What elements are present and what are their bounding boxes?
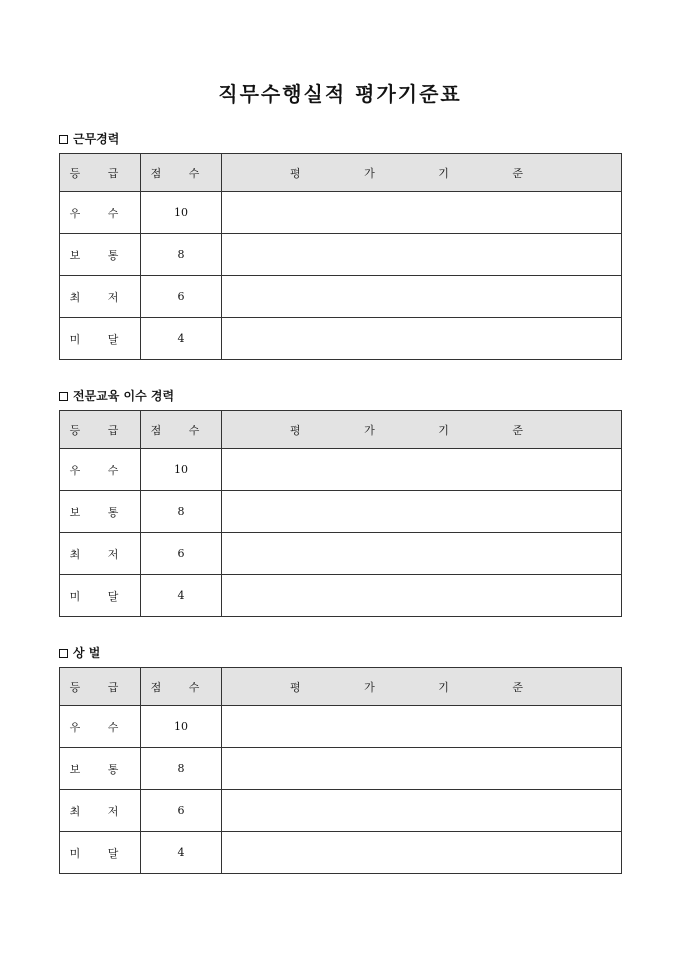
- grade-cell: 최 저: [60, 790, 141, 832]
- table-row: [60, 491, 622, 533]
- table-row: [60, 533, 622, 575]
- table-header-row: [60, 668, 622, 706]
- score-cell: 8: [141, 491, 222, 533]
- grade-cell: 보 통: [60, 234, 141, 276]
- criteria-cell[interactable]: [222, 533, 622, 575]
- header-score: 점 수: [141, 668, 222, 706]
- grade-cell: 우 수: [60, 706, 141, 748]
- criteria-cell[interactable]: [222, 318, 622, 360]
- grade-cell: 미 달: [60, 832, 141, 874]
- criteria-cell[interactable]: [222, 234, 622, 276]
- table-row: [60, 192, 622, 234]
- score-cell: 8: [141, 748, 222, 790]
- section-heading-label: 전문교육 이수 경력: [73, 389, 175, 403]
- page-title: 직무수행실적 평가기준표: [218, 82, 462, 106]
- header-score: 점 수: [141, 154, 222, 192]
- criteria-cell[interactable]: [222, 748, 622, 790]
- header-criteria: 평 가 기 준: [222, 411, 622, 449]
- criteria-cell[interactable]: [222, 832, 622, 874]
- score-cell: 10: [141, 706, 222, 748]
- score-cell: 4: [141, 575, 222, 617]
- score-cell: 6: [141, 533, 222, 575]
- section-rewards-penalties: [59, 644, 621, 874]
- table-row: [60, 276, 622, 318]
- score-cell: 10: [141, 192, 222, 234]
- criteria-cell[interactable]: [222, 192, 622, 234]
- header-criteria: 평 가 기 준: [222, 154, 622, 192]
- table-row: [60, 706, 622, 748]
- section-heading-label: 근무경력: [73, 132, 120, 146]
- section-work-experience: [59, 130, 621, 360]
- table-row: [60, 234, 622, 276]
- table-row: [60, 318, 622, 360]
- score-cell: 10: [141, 449, 222, 491]
- grade-cell: 최 저: [60, 533, 141, 575]
- score-cell: 4: [141, 318, 222, 360]
- table-header-row: [60, 154, 622, 192]
- header-grade: 등 급: [60, 154, 141, 192]
- criteria-cell[interactable]: [222, 790, 622, 832]
- header-criteria: 평 가 기 준: [222, 668, 622, 706]
- score-cell: 6: [141, 790, 222, 832]
- table-row: [60, 575, 622, 617]
- table-row: [60, 748, 622, 790]
- header-grade: 등 급: [60, 411, 141, 449]
- score-cell: 8: [141, 234, 222, 276]
- evaluation-table: [59, 153, 622, 360]
- section-training-history: [59, 387, 621, 617]
- section-heading-label: 상 벌: [73, 646, 101, 660]
- checkbox-square-icon: [59, 392, 68, 401]
- table-row: [60, 790, 622, 832]
- section-heading: [59, 387, 621, 405]
- section-heading: [59, 130, 621, 148]
- evaluation-table: [59, 667, 622, 874]
- table-row: [60, 449, 622, 491]
- checkbox-square-icon: [59, 135, 68, 144]
- score-cell: 4: [141, 832, 222, 874]
- criteria-cell[interactable]: [222, 491, 622, 533]
- grade-cell: 우 수: [60, 192, 141, 234]
- grade-cell: 보 통: [60, 491, 141, 533]
- grade-cell: 최 저: [60, 276, 141, 318]
- criteria-cell[interactable]: [222, 449, 622, 491]
- grade-cell: 미 달: [60, 575, 141, 617]
- header-score: 점 수: [141, 411, 222, 449]
- score-cell: 6: [141, 276, 222, 318]
- checkbox-square-icon: [59, 649, 68, 658]
- table-header-row: [60, 411, 622, 449]
- criteria-cell[interactable]: [222, 276, 622, 318]
- header-grade: 등 급: [60, 668, 141, 706]
- grade-cell: 보 통: [60, 748, 141, 790]
- evaluation-table: [59, 410, 622, 617]
- criteria-cell[interactable]: [222, 575, 622, 617]
- grade-cell: 미 달: [60, 318, 141, 360]
- criteria-cell[interactable]: [222, 706, 622, 748]
- section-heading: [59, 644, 621, 662]
- table-row: [60, 832, 622, 874]
- grade-cell: 우 수: [60, 449, 141, 491]
